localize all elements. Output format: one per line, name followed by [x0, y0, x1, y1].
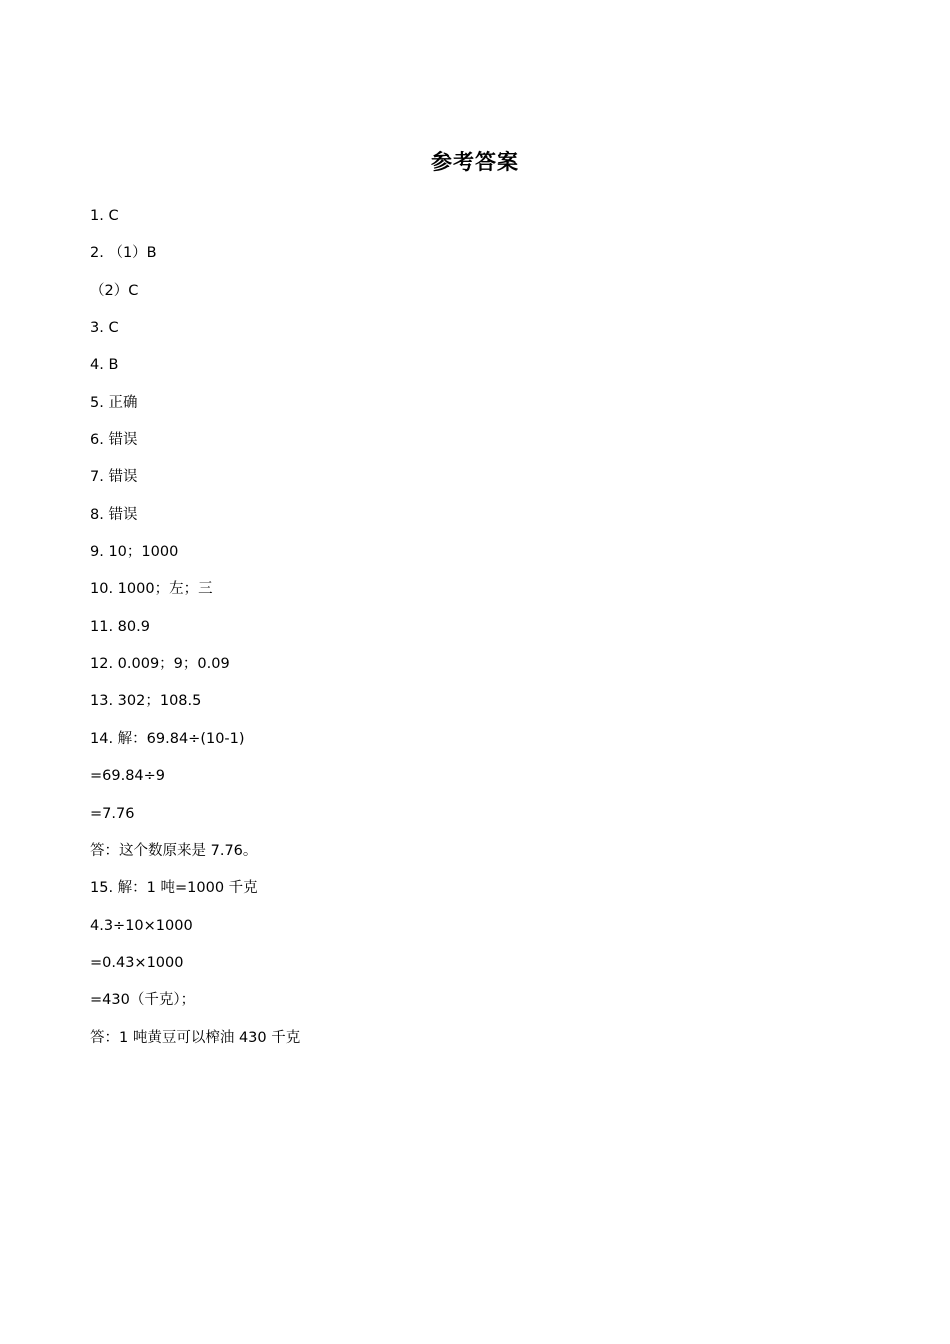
- answer-line: =0.43×1000: [90, 954, 184, 971]
- answer-line: 5. 正确: [90, 394, 138, 411]
- answer-line: 4. B: [90, 357, 119, 374]
- answer-line: 8. 错误: [90, 506, 138, 523]
- answer-line: 6. 错误: [90, 432, 138, 449]
- answer-line: 12. 0.009；9；0.09: [90, 656, 230, 673]
- answer-line: 14. 解：69.84÷(10-1): [90, 730, 245, 747]
- answer-line: 11. 80.9: [90, 618, 150, 635]
- answer-line: =430（千克）；: [90, 992, 196, 1009]
- answer-line: 2. （1）B: [90, 245, 157, 262]
- answer-line: 1. C: [90, 208, 119, 224]
- answer-line: 答：1 吨黄豆可以榨油 430 千克: [90, 1029, 301, 1046]
- answer-list: [90, 204, 300, 1063]
- answer-line: =7.76: [90, 805, 135, 822]
- page-title: 参考答案: [431, 150, 519, 174]
- answer-line: 3. C: [90, 320, 119, 337]
- answer-line: （2）C: [90, 282, 139, 299]
- answer-line: 10. 1000；左；三: [90, 581, 213, 598]
- answer-line: 答：这个数原来是 7.76。: [90, 842, 258, 859]
- answer-line: =69.84÷9: [90, 768, 166, 785]
- answer-line: 4.3÷10×1000: [90, 917, 193, 934]
- answer-line: 13. 302；108.5: [90, 693, 202, 710]
- answer-line: 7. 错误: [90, 469, 138, 486]
- answer-line: 9. 10；1000: [90, 544, 179, 561]
- answer-line: 15. 解：1 吨=1000 千克: [90, 880, 258, 897]
